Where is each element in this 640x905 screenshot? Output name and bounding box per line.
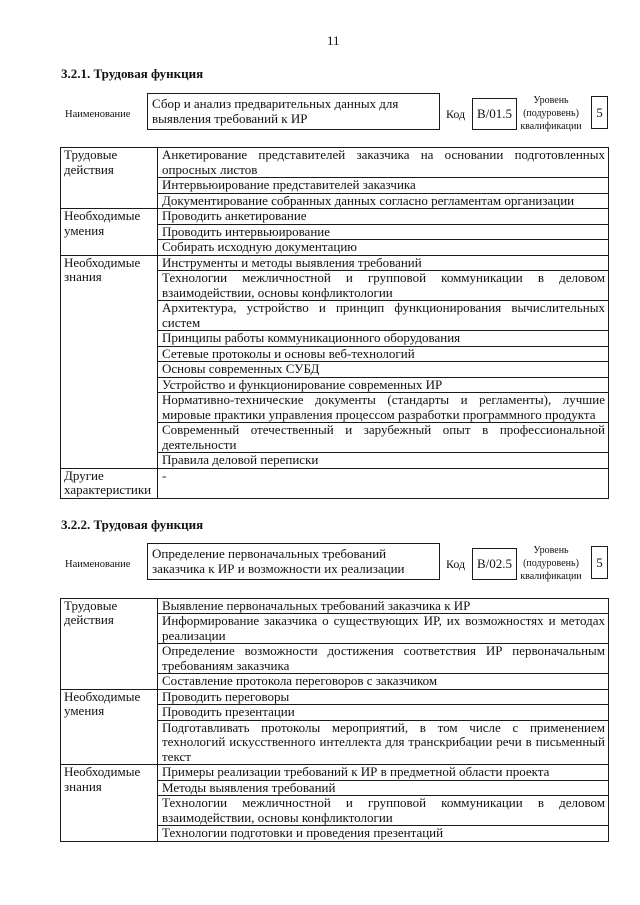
function-code-box: B/01.5 <box>472 98 517 130</box>
knowledge-item: Нормативно-технические документы (стандарты и регламенты), лучшие мировые практики управления процессом разработки программного продукта <box>158 393 609 423</box>
section-label-skills: Необходимые умения <box>61 689 158 765</box>
qualification-level-box: 5 <box>591 96 608 129</box>
knowledge-item: Методы выявления требований <box>158 780 609 796</box>
labor-action-item: Информирование заказчика о существующих ИР, их возможностях и методах реализации <box>158 614 609 644</box>
section-label-other-characteristics: Другие характеристики <box>61 468 158 498</box>
page-content <box>60 66 608 842</box>
knowledge-item: Инструменты и методы выявления требований <box>158 255 609 271</box>
knowledge-item: Принципы работы коммуникационного оборудования <box>158 331 609 347</box>
name-label: Наименование <box>65 558 131 570</box>
knowledge-item: Современный отечественный и зарубежный опыт в профессиональной деятельности <box>158 423 609 453</box>
section-label-knowledge: Необходимые знания <box>61 255 158 468</box>
labor-action-item: Составление протокола переговоров с заказчиком <box>158 674 609 690</box>
function-heading: 3.2.1. Трудовая функция <box>61 66 204 81</box>
qualification-level-box: 5 <box>591 546 608 579</box>
labor-action-item: Интервьюирование представителей заказчика <box>158 178 609 194</box>
labor-action-item: Документирование собранных данных согласно регламентам организации <box>158 193 609 209</box>
table-row <box>61 689 609 705</box>
function-name-box: Определение первоначальных требований заказчика к ИР и возможности их реализации <box>147 543 440 580</box>
labor-action-item: Выявление первоначальных требований заказчика к ИР <box>158 598 609 614</box>
other-characteristic-item: - <box>158 468 609 498</box>
skill-item: Проводить анкетирование <box>158 209 609 225</box>
skill-item: Проводить переговоры <box>158 689 609 705</box>
knowledge-item: Сетевые протоколы и основы веб-технологий <box>158 346 609 362</box>
skill-item: Проводить интервьюирование <box>158 224 609 240</box>
skill-item: Подготавливать протоколы мероприятий, в том числе с применением технологий искусственного интеллекта для транскрибации речи в письменный текст <box>158 720 609 765</box>
table-row <box>61 468 609 498</box>
knowledge-item: Правила деловой переписки <box>158 453 609 469</box>
function-requirements-table <box>60 598 609 842</box>
section-label-labor-actions: Трудовые действия <box>61 598 158 689</box>
code-label: Код <box>446 556 466 571</box>
function-header-row <box>60 93 608 130</box>
labor-action-item: Определение возможности достижения соответствия ИР первоначальным требованиям заказчика <box>158 644 609 674</box>
knowledge-item: Примеры реализации требований к ИР в предметной области проекта <box>158 765 609 781</box>
function-requirements-table <box>60 147 609 499</box>
knowledge-item: Технологии подготовки и проведения презентаций <box>158 826 609 842</box>
knowledge-item: Основы современных СУБД <box>158 362 609 378</box>
section-label-skills: Необходимые умения <box>61 209 158 256</box>
function-code-box: B/02.5 <box>472 548 517 580</box>
function-heading: 3.2.2. Трудовая функция <box>61 516 204 532</box>
qualification-level-label: Уровень (подуровень) квалификации <box>520 544 582 582</box>
function-name-box: Сбор и анализ предварительных данных для выявления требований к ИР <box>147 93 440 130</box>
section-label-labor-actions: Трудовые действия <box>61 148 158 209</box>
skill-item: Собирать исходную документацию <box>158 240 609 256</box>
name-label: Наименование <box>65 109 131 120</box>
function-header-row <box>60 543 608 580</box>
knowledge-item: Технологии межличностной и групповой коммуникации в деловом взаимодействии, основы конфликтологии <box>158 796 609 826</box>
table-row <box>61 209 609 225</box>
code-label: Код <box>446 107 466 121</box>
page-number: 11 <box>327 33 340 48</box>
table-row <box>61 255 609 271</box>
table-row <box>61 598 609 614</box>
section-label-knowledge: Необходимые знания <box>61 765 158 842</box>
table-row <box>61 765 609 781</box>
skill-item: Проводить презентации <box>158 705 609 721</box>
qualification-level-label: Уровень (подуровень) квалификации <box>520 95 582 132</box>
table-row <box>61 148 609 178</box>
labor-action-item: Анкетирование представителей заказчика на основании подготовленных опросных листов <box>158 148 609 178</box>
knowledge-item: Архитектура, устройство и принцип функционирования вычислительных систем <box>158 301 609 331</box>
knowledge-item: Устройство и функционирование современных ИР <box>158 377 609 393</box>
knowledge-item: Технологии межличностной и групповой коммуникации в деловом взаимодействии, основы конфликтологии <box>158 271 609 301</box>
